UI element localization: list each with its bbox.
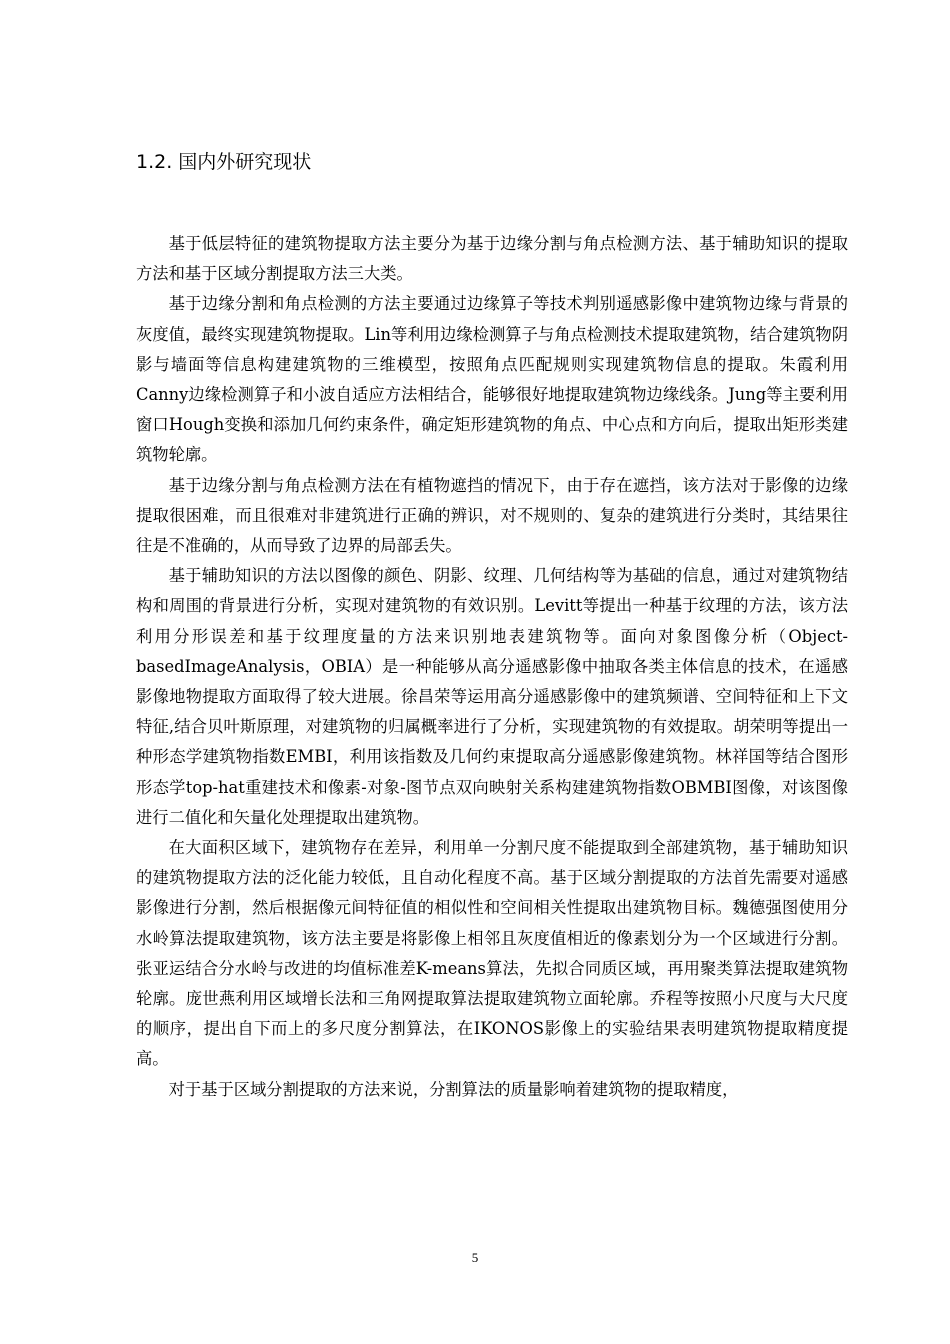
paragraph-overview: 基于低层特征的建筑物提取方法主要分为基于边缘分割与角点检测方法、基于辅助知识的提取方法和基于区域分割提取方法三大类。 — [136, 234, 848, 284]
body-text — [136, 229, 848, 1105]
page-number: 5 — [471, 1250, 479, 1265]
section-heading: 1.2. 国内外研究现状 — [136, 151, 312, 173]
paragraph-segmentation-quality: 对于基于区域分割提取的方法来说，分割算法的质量影响着建筑物的提取精度， — [168, 1079, 739, 1099]
paragraph-edge-corner-limitations: 基于边缘分割与角点检测方法在有植物遮挡的情况下，由于存在遮挡，该方法对于影像的边缘提取很困难，而且很难对非建筑进行正确的辨识，对不规则的、复杂的建筑进行分类时，其结果往往是不准确的，从而导致了边界的局部丢失。 — [136, 475, 848, 556]
paragraph-region-segmentation: 在大面积区域下，建筑物存在差异，利用单一分割尺度不能提取到全部建筑物，基于辅助知识的建筑物提取方法的泛化能力较低，且自动化程度不高。基于区域分割提取的方法首先需要对遥感影像进行分割，然后根据像元间特征值的相似性和空间相关性提取出建筑物目标。魏德强图使用分水岭算法提取建筑物，该方法主要是将影像上相邻且灰度值相近的像素划分为一个区域进行分割。张亚运结合分水岭与改进的均值标准差K-means算法，先拟合同质区域，再用聚类算法提取建筑物轮廓。庞世燕利用区域增长法和三角网提取算法提取建筑物立面轮廓。乔程等按照小尺度与大尺度的顺序，提出自下而上的多尺度分割算法，在IKONOS影像上的实验结果表明建筑物提取精度提高。 — [136, 838, 848, 1069]
paragraph-auxiliary-knowledge: 基于辅助知识的方法以图像的颜色、阴影、纹理、几何结构等为基础的信息，通过对建筑物结构和周围的背景进行分析，实现对建筑物的有效识别。Levitt等提出一种基于纹理的方法，该方法利用分形误差和基于纹理度量的方法来识别地表建筑物等。面向对象图像分析（Object-basedImageAnalysis，OBIA）是一种能够从高分遥感影像中抽取各类主体信息的技术，在遥感影像地物提取方面取得了较大进展。徐昌荣等运用高分遥感影像中的建筑频谱、空间特征和上下文特征,结合贝叶斯原理，对建筑物的归属概率进行了分析，实现建筑物的有效提取。胡荣明等提出一种形态学建筑物指数EMBI，利用该指数及几何约束提取高分遥感影像建筑物。林祥国等结合图形形态学top-hat重建技术和像素-对象-图节点双向映射关系构建建筑物指数OBMBI图像，对该图像进行二值化和矢量化处理提取出建筑物。 — [136, 566, 848, 827]
paragraph-edge-corner-methods: 基于边缘分割和角点检测的方法主要通过边缘算子等技术判别遥感影像中建筑物边缘与背景的灰度值，最终实现建筑物提取。Lin等利用边缘检测算子与角点检测技术提取建筑物，结合建筑物阴影与墙面等信息构建建筑物的三维模型，按照角点匹配规则实现建筑物信息的提取。朱霞利用Canny边缘检测算子和小波自适应方法相结合，能够很好地提取建筑物边缘线条。Jung等主要利用窗口Hough变换和添加几何约束条件，确定矩形建筑物的角点、中心点和方向后，提取出矩形类建筑物轮廓。 — [136, 294, 848, 465]
